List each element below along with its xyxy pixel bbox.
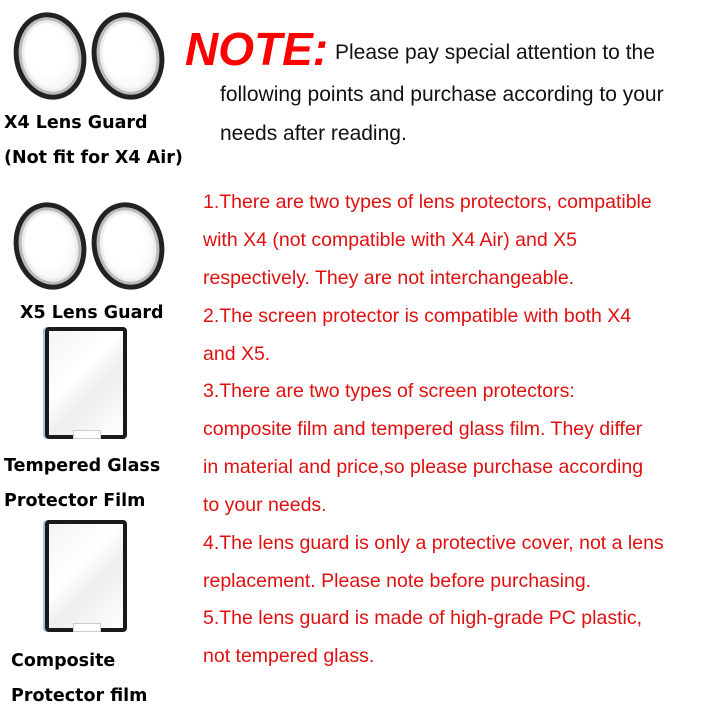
x4-lens-guard-note: (Not fit for X4 Air) [4,148,183,168]
note-line: following points and purchase according to your [220,83,664,106]
point-3-line: to your needs. [203,494,327,516]
point-4-line: 4.The lens guard is only a protective cover, not a lens [203,532,664,554]
point-2-line: 2.The screen protector is compatible with both X4 [203,305,632,327]
x4-lens-guard-label: X4 Lens Guard [4,113,148,133]
x4-lens-guard-image [84,5,173,106]
x5-lens-guard-image [84,195,173,296]
tempered-glass-label-2: Protector Film [4,491,146,511]
point-1-line: respectively. They are not interchangeable. [203,267,575,289]
point-1-line: with X4 (not compatible with X4 Air) and X5 [203,229,577,251]
x5-lens-guard-label: X5 Lens Guard [20,303,164,323]
point-3-line: composite film and tempered glass film. They differ [203,418,643,440]
note-line: needs after reading. [220,122,407,145]
point-4-line: replacement. Please note before purchasing. [203,570,592,592]
point-3-line: 3.There are two types of screen protectors: [203,380,575,402]
point-5-line: 5.The lens guard is made of high-grade PC plastic, [203,607,642,629]
note-line: Please pay special attention to the [335,41,655,64]
tempered-glass-label: Tempered Glass [4,456,161,476]
point-1-line: 1.There are two types of lens protectors, compatible [203,191,652,213]
composite-film-label-2: Protector film [11,686,148,706]
tempered-glass-image [45,327,127,439]
point-2-line: and X5. [203,343,271,365]
note-title: NOTE: [185,23,329,75]
x5-lens-guard-image [6,195,95,296]
composite-film-image [45,520,127,632]
composite-film-label: Composite [11,651,116,671]
point-3-line: in material and price,so please purchase according [203,456,644,478]
x4-lens-guard-image [6,5,95,106]
point-5-line: not tempered glass. [203,645,375,667]
